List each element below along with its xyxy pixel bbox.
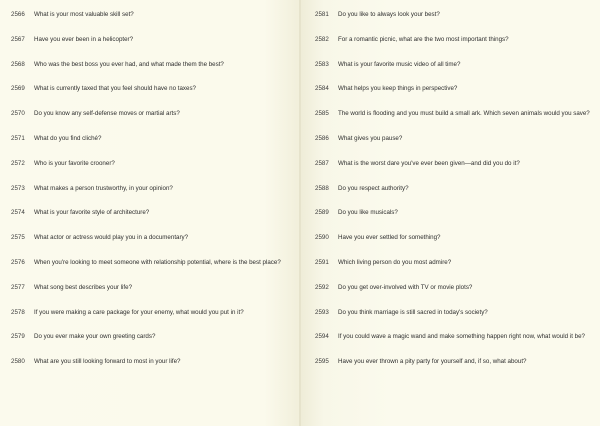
question-text: What makes a person trustworthy, in your opinion? bbox=[34, 184, 173, 192]
question-number: 2568 bbox=[11, 60, 25, 68]
question-item bbox=[11, 233, 300, 258]
question-item bbox=[11, 258, 300, 283]
question-number: 2591 bbox=[315, 258, 329, 266]
question-item bbox=[11, 357, 300, 382]
question-item bbox=[11, 109, 300, 134]
question-text: Do you think marriage is still sacred in today's society? bbox=[338, 308, 488, 316]
question-text: What song best describes your life? bbox=[34, 283, 133, 291]
question-text: Have you ever settled for something? bbox=[338, 234, 441, 242]
question-number: 2592 bbox=[315, 283, 329, 291]
question-number: 2590 bbox=[315, 234, 329, 242]
question-text: Have you ever thrown a pity party for yourself and, if so, what about? bbox=[338, 358, 527, 366]
question-item bbox=[315, 332, 600, 357]
question-item bbox=[315, 233, 600, 258]
question-item bbox=[315, 60, 600, 85]
question-text: Who was the best boss you ever had, and what made them the best? bbox=[34, 60, 224, 68]
left-question-list bbox=[11, 10, 300, 382]
question-text: Have you ever been in a helicopter? bbox=[34, 35, 134, 43]
question-text: What gives you pause? bbox=[338, 134, 403, 142]
right-page bbox=[300, 0, 600, 426]
question-text: What is your most valuable skill set? bbox=[34, 11, 134, 18]
question-text: Who is your favorite crooner? bbox=[34, 159, 115, 167]
question-number: 2577 bbox=[11, 283, 25, 291]
question-item bbox=[315, 308, 600, 333]
question-item bbox=[315, 159, 600, 184]
question-number: 2593 bbox=[315, 308, 329, 316]
question-item bbox=[11, 35, 300, 60]
question-item bbox=[315, 10, 600, 35]
question-number: 2570 bbox=[11, 110, 25, 118]
question-item bbox=[315, 184, 600, 209]
question-text: What is your favorite music video of all time? bbox=[338, 60, 461, 68]
question-number: 2571 bbox=[11, 134, 25, 142]
question-item bbox=[11, 10, 300, 35]
question-number: 2578 bbox=[11, 308, 25, 316]
question-item bbox=[315, 134, 600, 159]
question-item bbox=[11, 159, 300, 184]
question-item bbox=[315, 35, 600, 60]
question-number: 2588 bbox=[315, 184, 329, 192]
question-text: What actor or actress would play you in a documentary? bbox=[34, 234, 189, 242]
question-item bbox=[11, 283, 300, 308]
question-text: Do you like musicals? bbox=[338, 209, 398, 217]
question-number: 2587 bbox=[315, 159, 329, 167]
question-item bbox=[11, 134, 300, 159]
question-number: 2576 bbox=[11, 258, 25, 266]
question-item bbox=[315, 283, 600, 308]
question-text: Do you ever make your own greeting cards? bbox=[34, 333, 156, 341]
question-number: 2582 bbox=[315, 35, 329, 43]
question-text: Which living person do you most admire? bbox=[338, 258, 452, 266]
question-text: If you could wave a magic wand and make something happen right now, what would it be? bbox=[338, 333, 585, 341]
question-text: What is currently taxed that you feel should have no taxes? bbox=[34, 85, 196, 93]
question-text: The world is flooding and you must build a small ark. Which seven animals would you save? bbox=[338, 110, 590, 118]
question-text: For a romantic picnic, what are the two most important things? bbox=[338, 35, 509, 43]
question-number: 2579 bbox=[11, 333, 25, 341]
question-text: What do you find cliché? bbox=[34, 134, 102, 142]
question-number: 2595 bbox=[315, 358, 329, 366]
question-number: 2584 bbox=[315, 85, 329, 93]
question-item bbox=[315, 357, 600, 382]
question-item bbox=[315, 84, 600, 109]
question-text: Do you know any self-defense moves or martial arts? bbox=[34, 110, 180, 118]
question-text: What helps you keep things in perspective? bbox=[338, 85, 458, 93]
question-number: 2572 bbox=[11, 159, 25, 167]
question-text: When you're looking to meet someone with relationship potential, where is the best place? bbox=[34, 258, 281, 266]
question-number: 2574 bbox=[11, 209, 25, 217]
question-text: Do you respect authority? bbox=[338, 184, 409, 192]
question-item bbox=[315, 258, 600, 283]
page-gutter bbox=[299, 0, 301, 426]
question-item bbox=[11, 208, 300, 233]
question-item bbox=[315, 109, 600, 134]
question-item bbox=[11, 184, 300, 209]
question-text: If you were making a care package for your enemy, what would you put in it? bbox=[34, 308, 244, 316]
question-item bbox=[11, 60, 300, 85]
question-number: 2583 bbox=[315, 60, 329, 68]
question-text: What are you still looking forward to most in your life? bbox=[34, 358, 181, 366]
question-number: 2586 bbox=[315, 134, 329, 142]
question-number: 2567 bbox=[11, 35, 25, 43]
question-item bbox=[11, 332, 300, 357]
question-text: Do you get over-involved with TV or movie plots? bbox=[338, 283, 473, 291]
question-item bbox=[11, 84, 300, 109]
question-item bbox=[11, 308, 300, 333]
question-number: 2580 bbox=[11, 358, 25, 366]
question-number: 2594 bbox=[315, 333, 329, 341]
question-number: 2575 bbox=[11, 234, 25, 242]
question-text: What is your favorite style of architecture? bbox=[34, 209, 150, 217]
right-question-list bbox=[315, 10, 600, 382]
question-number: 2566 bbox=[11, 11, 25, 18]
question-number: 2573 bbox=[11, 184, 25, 192]
question-number: 2585 bbox=[315, 110, 329, 118]
question-item bbox=[315, 208, 600, 233]
question-number: 2569 bbox=[11, 85, 25, 93]
question-text: Do you like to always look your best? bbox=[338, 11, 440, 18]
question-number: 2581 bbox=[315, 11, 329, 18]
question-number: 2589 bbox=[315, 209, 329, 217]
question-text: What is the worst dare you've ever been given—and did you do it? bbox=[338, 159, 520, 167]
